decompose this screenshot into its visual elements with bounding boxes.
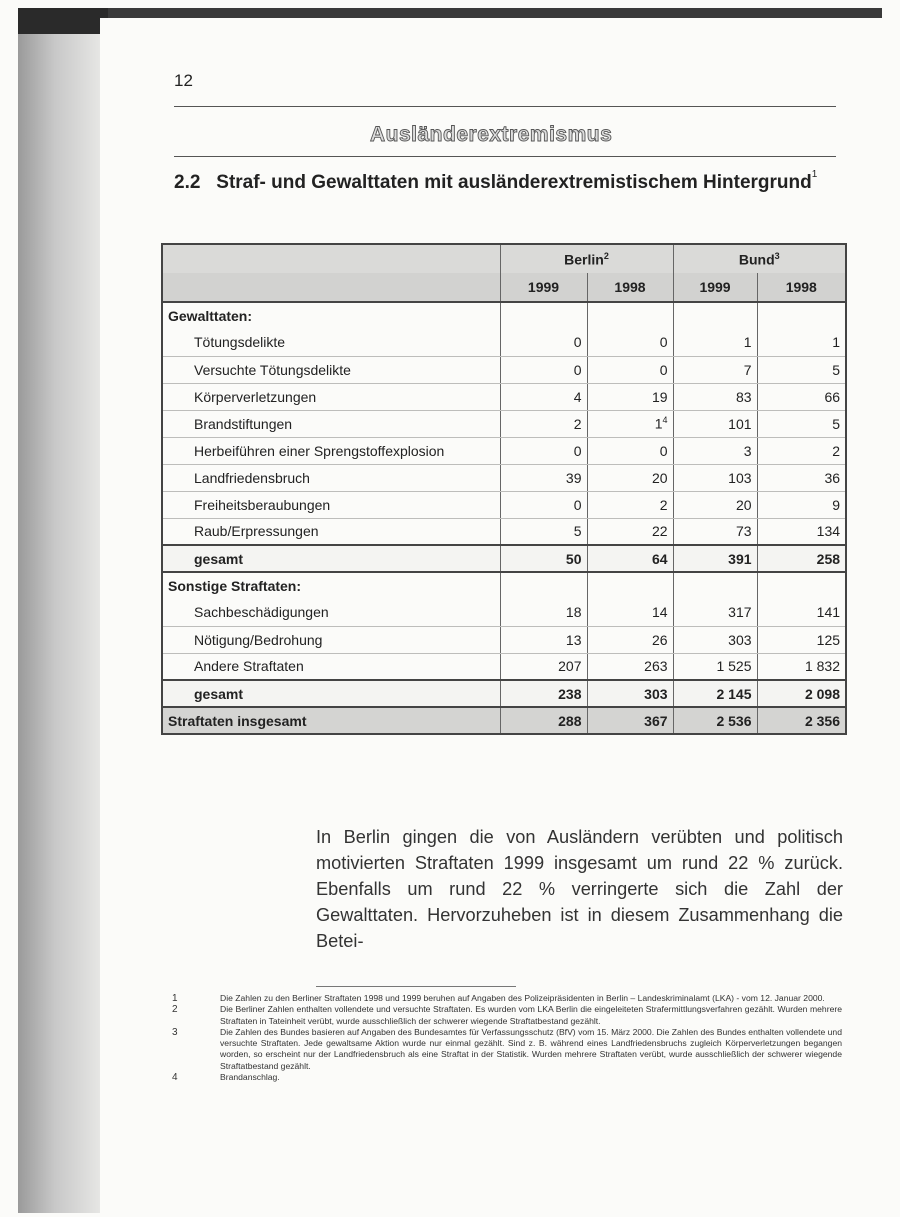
cell-value: 2 (587, 491, 673, 518)
subtotal-row-violent (162, 545, 846, 572)
cell-value: 2 145 (673, 680, 757, 707)
cell-value: 73 (673, 518, 757, 545)
table-row (162, 518, 846, 545)
cell-value: 263 (587, 653, 673, 680)
cell-value: 288 (500, 707, 587, 734)
row-label: Freiheitsberaubungen (162, 491, 500, 518)
cell-value: 1 (757, 329, 846, 356)
footnote-text: Die Zahlen des Bundes basieren auf Angaben des Bundesamtes für Verfassungsschutz (BfV) vom 15. März 2000. Die Zahlen des Bundes enthalten vollendete und versuchte Straftaten. Jede gewaltsame Aktion wurde nur einmal gezählt. Sind z. B. während eines Landfriedensbruchs zugleich Körperverletzungen begangen worden, so erscheint nur der Landfriedensbruch als eine Straftat in der Statistik. Wurden mehrere Straftaten verübt, wurde ausschließlich der schwerer wiegende Straftatbestand gezählt. (220, 1026, 842, 1071)
cell-value: 20 (587, 464, 673, 491)
table-row (162, 626, 846, 653)
cell-value: 2 098 (757, 680, 846, 707)
row-label: Herbeiführen einer Sprengstoffexplosion (162, 437, 500, 464)
cell-value: 134 (757, 518, 846, 545)
footnote-number: 2 (172, 1004, 178, 1016)
subtotal-label: gesamt (162, 545, 500, 572)
cell-value: 64 (587, 545, 673, 572)
cell-value: 103 (673, 464, 757, 491)
header-rule-top (174, 106, 836, 107)
year-header: 1998 (757, 273, 846, 302)
category-label: Sonstige Straftaten: (162, 572, 500, 599)
row-label: Andere Straftaten (162, 653, 500, 680)
cell-value: 391 (673, 545, 757, 572)
subtotal-label: gesamt (162, 680, 500, 707)
cell-value: 0 (587, 329, 673, 356)
cell-value: $1^4$ (587, 410, 673, 437)
cell-value: 303 (673, 626, 757, 653)
cell-value: 0 (500, 356, 587, 383)
footnote (172, 1027, 842, 1072)
cell-value: 18 (500, 599, 587, 626)
cell-value: 238 (500, 680, 587, 707)
footnotes (172, 993, 842, 1083)
body-paragraph: In Berlin gingen die von Ausländern verübten und politisch motivierten Straftaten 1999 insgesamt um rund 22 % zurück. Ebenfalls um rund 22 % verringerte sich die Zahl der Gewalttaten. Hervorzuheben ist in diesem Zusammenhang die Betei- (316, 827, 843, 951)
section-title (174, 168, 818, 194)
grand-total-row (162, 707, 846, 734)
header-rule-bottom (174, 156, 836, 157)
header-empty (162, 244, 500, 273)
section-heading: Straf- und Gewalttaten mit ausländerextremistischem Hintergrund (216, 172, 812, 193)
footnote (172, 993, 842, 1004)
cell-value: 0 (587, 437, 673, 464)
row-label: Brandstiftungen (162, 410, 500, 437)
footnote-text: Brandanschlag. (220, 1072, 280, 1083)
cell-value: 0 (500, 437, 587, 464)
cell-value: 207 (500, 653, 587, 680)
table-row (162, 383, 846, 410)
header-empty (162, 273, 500, 302)
scan-border-top (18, 8, 882, 18)
category-header-violent (162, 302, 846, 329)
cell-value: 125 (757, 626, 846, 653)
cell-value: 14 (587, 599, 673, 626)
cell-value: 0 (587, 356, 673, 383)
cell-value: 5 (500, 518, 587, 545)
scan-corner (18, 8, 108, 34)
year-header: 1999 (500, 273, 587, 302)
table-row (162, 356, 846, 383)
cell-value: 141 (757, 599, 846, 626)
cell-value: 20 (673, 491, 757, 518)
cell-value: 66 (757, 383, 846, 410)
page-number: 12 (174, 71, 193, 90)
scan-border-left (18, 18, 100, 1213)
cell-value: 4 (500, 383, 587, 410)
cell-value: 5 (757, 410, 846, 437)
row-label: Raub/Erpressungen (162, 518, 500, 545)
table-header-years (162, 273, 846, 302)
cell-value: 0 (500, 491, 587, 518)
cell-value: 317 (673, 599, 757, 626)
cell-value: 1 525 (673, 653, 757, 680)
footnote-text: Die Berliner Zahlen enthalten vollendete und versuchte Straftaten. Es wurden vom LKA Berlin die eingeleiteten Strafermittlungsverfahren gezählt. Wurden mehrere Straftaten in Tateinheit verübt, wurde ausschließlich der schwerer wiegende Straftatbestand gezählt. (220, 1004, 842, 1026)
cell-value: 22 (587, 518, 673, 545)
cell-value: 303 (587, 680, 673, 707)
table-row (162, 464, 846, 491)
cell-value: 2 536 (673, 707, 757, 734)
row-label: Sachbeschädigungen (162, 599, 500, 626)
cell-footnote-ref: 4 (662, 415, 668, 426)
group-header-berlin: Berlin$^2$ (500, 244, 673, 273)
footnote-separator (316, 986, 516, 987)
category-label: Gewalttaten: (162, 302, 500, 329)
footnote-number: 3 (172, 1026, 178, 1038)
cell-value: 36 (757, 464, 846, 491)
table-row (162, 329, 846, 356)
cell-value: 1 832 (757, 653, 846, 680)
cell-value: 26 (587, 626, 673, 653)
table-row (162, 599, 846, 626)
subtotal-row-other (162, 680, 846, 707)
row-label: Nötigung/Bedrohung (162, 626, 500, 653)
footnote-number: 4 (172, 1072, 178, 1084)
footnote (172, 1004, 842, 1027)
year-header: 1999 (673, 273, 757, 302)
cell-value: 101 (673, 410, 757, 437)
group-header-bund: Bund$^3$ (673, 244, 846, 273)
row-label: Versuchte Tötungsdelikte (162, 356, 500, 383)
cell-value: 9 (757, 491, 846, 518)
footnote-text: Die Zahlen zu den Berliner Straftaten 1998 und 1999 beruhen auf Angaben des Polizeipräsidenten in Berlin – Landeskriminalamt (LKA) - vom 12. Januar 2000. (220, 993, 825, 1003)
table-row (162, 491, 846, 518)
cell-value: 0 (500, 329, 587, 356)
cell-value: 19 (587, 383, 673, 410)
footnote-number: 1 (172, 993, 178, 1004)
header-title: Ausländerextremismus (370, 123, 613, 146)
section-footnote-ref: 1 (811, 168, 818, 180)
row-label: Körperverletzungen (162, 383, 500, 410)
cell-value: 2 (500, 410, 587, 437)
cell-value: 258 (757, 545, 846, 572)
cell-value: 1 (673, 329, 757, 356)
grand-total-label: Straftaten insgesamt (162, 707, 500, 734)
table-header-groups (162, 244, 846, 273)
cell-value: 2 (757, 437, 846, 464)
cell-value: 13 (500, 626, 587, 653)
cell-value: 367 (587, 707, 673, 734)
cell-value: 5 (757, 356, 846, 383)
row-label: Landfriedensbruch (162, 464, 500, 491)
cell-value: 50 (500, 545, 587, 572)
category-header-other (162, 572, 846, 599)
row-label: Tötungsdelikte (162, 329, 500, 356)
table-row (162, 410, 846, 437)
cell-value: 39 (500, 464, 587, 491)
table-row (162, 437, 846, 464)
footnote (172, 1072, 842, 1083)
cell-value: 7 (673, 356, 757, 383)
table-row (162, 653, 846, 680)
cell-value: 2 356 (757, 707, 846, 734)
cell-value: 3 (673, 437, 757, 464)
year-header: 1998 (587, 273, 673, 302)
crime-statistics-table (161, 243, 847, 735)
section-number: 2.2 (174, 172, 201, 193)
cell-value: 83 (673, 383, 757, 410)
